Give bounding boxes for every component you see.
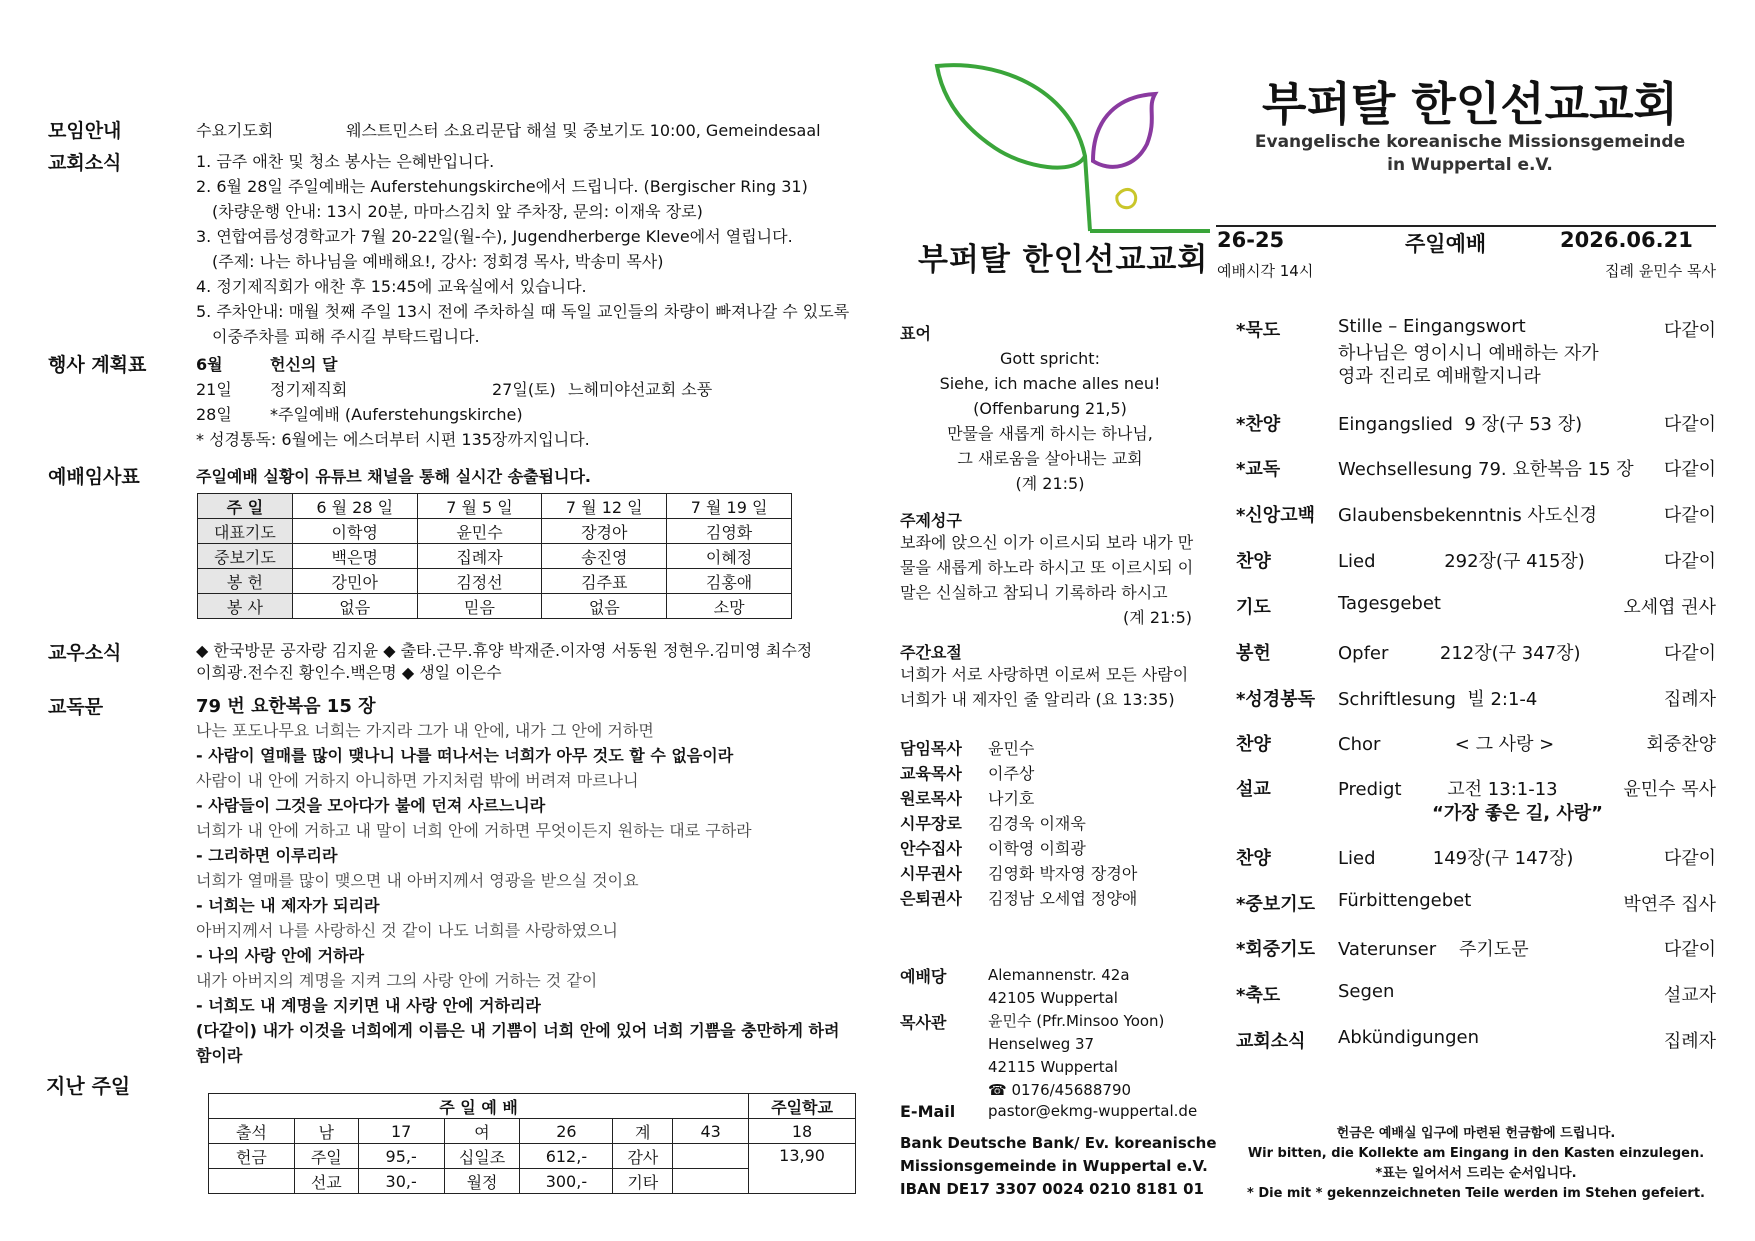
table-header-cell: 6 월 28 일 — [292, 494, 417, 519]
staff-list — [900, 736, 1138, 911]
order-label: 찬양 — [1236, 848, 1271, 869]
events-month: 6월 — [196, 355, 223, 374]
table-cell: 김정선 — [417, 569, 542, 594]
order-person: 설교자 — [1663, 985, 1716, 1006]
table-cell: 30,- — [358, 1169, 444, 1194]
reading-line: 나는 포도나무요 너희는 가지라 그가 내 안에, 내가 그 안에 거하면 — [196, 721, 654, 740]
reading-label: 교독문 — [48, 696, 104, 718]
table-header-cell: 7 월 5 일 — [417, 494, 542, 519]
table-header-cell: 주 일 — [198, 494, 293, 519]
order-label: 교회소식 — [1236, 1031, 1306, 1052]
table-cell: 계 — [613, 1119, 673, 1144]
bank-info — [900, 1132, 1217, 1201]
table-cell: 집례자 — [417, 544, 542, 569]
staff-role: 교육목사 — [900, 764, 962, 783]
address-line: Henselweg 37 — [988, 1035, 1095, 1053]
table-cell: 백은명 — [292, 544, 417, 569]
order-person: 다같이 — [1663, 848, 1716, 869]
footer-line: Wir bitten, die Kollekte am Eingang in den Kasten einzulegen. — [1247, 1146, 1705, 1161]
reading-line: - 너희는 내 제자가 되리라 — [196, 896, 380, 915]
order-item: Predigt 고전 13:1-13 — [1338, 779, 1558, 800]
table-cell: 월정 — [444, 1169, 520, 1194]
order-person: 다같이 — [1663, 939, 1716, 960]
weekly-verse-line: 너희가 서로 사랑하면 이로써 모든 사람이 — [900, 665, 1189, 684]
order-row — [1236, 685, 1716, 715]
motto-line: (Offenbarung 21,5) — [973, 399, 1127, 418]
address-line: Alemannenstr. 42a — [988, 966, 1130, 984]
theme-verse-ref: (계 21:5) — [1123, 608, 1192, 627]
table-cell: 18 — [749, 1119, 856, 1144]
news-list — [196, 149, 849, 349]
reading-text — [196, 718, 839, 1068]
event-text: *주일예배 (Auferstehungskirche) — [270, 405, 523, 424]
order-label: *회중기도 — [1236, 939, 1315, 960]
order-subtext: 하나님은 영이시니 예배하는 자가 — [1338, 343, 1599, 364]
meeting-text: 웨스트민스터 소요리문답 해설 및 중보기도 10:00, Gemeindesaal — [346, 121, 821, 140]
motto-line: Gott spricht: — [1000, 349, 1100, 368]
order-label: *교독 — [1236, 459, 1281, 480]
table-cell: 송진영 — [542, 544, 667, 569]
meeting-name: 수요기도회 — [196, 121, 274, 140]
order-label: *찬양 — [1236, 414, 1281, 435]
events-note: * 성경통독: 6월에는 에스더부터 시편 135장까지입니다. — [196, 430, 590, 449]
table-header-cell: 7 월 19 일 — [667, 494, 792, 519]
news-line: 5. 주차안내: 매월 첫째 주일 13시 전에 주차하실 때 독일 교인들의 차량이 빠져나갈 수 있도록 — [196, 302, 850, 321]
staff-name: 김정남 오세엽 정양애 — [988, 889, 1138, 908]
table-cell: 십일조 — [444, 1144, 520, 1169]
order-item: Opfer 212장(구 347장) — [1338, 643, 1581, 664]
weekly-verse-label: 주간요절 — [900, 643, 962, 662]
table-cell: 봉 헌 — [198, 569, 293, 594]
order-row — [1236, 501, 1716, 531]
table-cell: 중보기도 — [198, 544, 293, 569]
order-person: 다같이 — [1663, 551, 1716, 572]
table-cell: 이혜정 — [667, 544, 792, 569]
table-cell: 남 — [294, 1119, 358, 1144]
staff-role: 은퇴권사 — [900, 889, 962, 908]
table-cell: 출석 — [209, 1119, 295, 1144]
order-label: 기도 — [1236, 597, 1271, 618]
order-label: 설교 — [1236, 779, 1271, 800]
table-cell: 김주표 — [542, 569, 667, 594]
order-label: *중보기도 — [1236, 894, 1315, 915]
footer-line: * Die mit * gekennzeichneten Teile werden im Stehen gefeiert. — [1247, 1186, 1705, 1201]
table-cell: 강민아 — [292, 569, 417, 594]
order-person: 윤민수 목사 — [1623, 779, 1716, 800]
meeting-label: 모임안내 — [48, 120, 122, 142]
table-cell: 감사 — [613, 1144, 673, 1169]
staff-name: 이주상 — [988, 764, 1035, 783]
news-line: 4. 정기제직회가 애찬 후 15:45에 교육실에서 있습니다. — [196, 277, 587, 296]
table-cell — [673, 1144, 749, 1169]
bank-line: IBAN DE17 3307 0024 0210 8181 01 — [900, 1180, 1204, 1198]
staff-row — [900, 786, 1035, 811]
reading-line: 함이라 — [196, 1046, 243, 1065]
order-item: Stille – Eingangswort — [1338, 316, 1526, 337]
last-week-label: 지난 주일 — [46, 1074, 131, 1098]
order-subtext: 영과 진리로 예배할지니라 — [1338, 366, 1541, 387]
theme-verse-line: 말은 신실하고 참되니 기록하라 하시고 — [900, 583, 1168, 602]
staff-role: 시무장로 — [900, 814, 962, 833]
order-row — [1236, 547, 1716, 577]
service-header: 주 일 예 배 — [209, 1094, 749, 1119]
school-header: 주일학교 — [749, 1094, 856, 1119]
table-row — [198, 569, 792, 594]
order-row — [1236, 730, 1716, 760]
manse-address — [988, 1010, 1164, 1102]
service-number: 26-25 — [1217, 228, 1285, 252]
theme-verse-line: 물을 새롭게 하노라 하시고 또 이르시되 이 — [900, 558, 1194, 577]
order-row — [1236, 316, 1716, 387]
order-person: 회중찬양 — [1646, 734, 1716, 755]
order-item: Tagesgebet — [1338, 593, 1441, 614]
events-label: 행사 계획표 — [48, 354, 147, 376]
members-label: 교우소식 — [48, 642, 122, 664]
order-item: Glaubensbekenntnis 사도신경 — [1338, 505, 1597, 526]
table-row — [209, 1119, 856, 1144]
table-row — [198, 594, 792, 619]
theme-verse-line: 보좌에 앉으신 이가 이르시되 보라 내가 만 — [900, 533, 1194, 552]
table-header-cell: 7 월 12 일 — [542, 494, 667, 519]
order-row — [1236, 775, 1716, 824]
order-row — [1236, 890, 1716, 920]
church-address-label: 예배당 — [900, 967, 947, 986]
staff-role: 원로목사 — [900, 789, 962, 808]
motto-text — [910, 346, 1190, 496]
order-row — [1236, 455, 1716, 485]
staff-name: 김경욱 이재욱 — [988, 814, 1086, 833]
address-line: 42105 Wuppertal — [988, 989, 1118, 1007]
church-address — [988, 964, 1130, 1010]
service-name: 주일예배 — [1405, 232, 1487, 256]
footer-line: 헌금은 예배실 입구에 마련된 헌금함에 드립니다. — [1336, 1126, 1616, 1141]
event-day: 28일 — [196, 405, 232, 424]
order-row — [1236, 935, 1716, 965]
table-cell: 믿음 — [417, 594, 542, 619]
footer-notes — [1236, 1124, 1716, 1204]
phone-line: ☎ 0176/45688790 — [988, 1081, 1132, 1099]
table-cell: 26 — [520, 1119, 613, 1144]
church-subtitle: Evangelische koreanische Missionsgemeinde — [1254, 132, 1686, 152]
staff-row — [900, 736, 1035, 761]
order-item: Segen — [1338, 981, 1395, 1002]
order-label: 봉헌 — [1236, 643, 1271, 664]
members-line: ◆ 한국방문 공자랑 김지윤 ◆ 출타.근무.휴양 박재준.이자영 서동원 정현우.김미영 최수정 — [196, 641, 813, 660]
order-item: Abkündigungen — [1338, 1027, 1480, 1048]
weekly-verse-text — [900, 662, 1188, 712]
order-person: 다같이 — [1663, 459, 1716, 480]
table-cell: 없음 — [542, 594, 667, 619]
table-cell: 43 — [673, 1119, 749, 1144]
table-cell: 95,- — [358, 1144, 444, 1169]
order-row — [1236, 844, 1716, 874]
news-line: 1. 금주 애찬 및 청소 봉사는 은혜반입니다. — [196, 152, 495, 171]
staff-role: 안수집사 — [900, 839, 962, 858]
order-person: 다같이 — [1663, 414, 1716, 435]
reading-line: 너희가 내 안에 거하고 내 말이 너희 안에 거하면 무엇이든지 원하는 대로 구하라 — [196, 821, 752, 840]
table-row — [198, 494, 792, 519]
manse-label: 목사관 — [900, 1013, 947, 1032]
order-label: *묵도 — [1236, 320, 1281, 341]
news-line: (차량운행 안내: 13시 20분, 마마스김치 앞 주차장, 문의: 이재욱 장로) — [212, 202, 703, 221]
motto-label: 표어 — [900, 324, 931, 343]
table-cell — [209, 1169, 295, 1194]
reading-line: (다같이) 내가 이것을 너희에게 이름은 내 기쁨이 너희 안에 있어 너희 기쁨을 충만하게 하려 — [196, 1021, 840, 1040]
order-item: Eingangslied 9 장(구 53 장) — [1338, 414, 1583, 435]
reading-line: 내가 아버지의 계명을 지켜 그의 사랑 안에 거하는 것 같이 — [196, 971, 598, 990]
staff-role: 시무권사 — [900, 864, 962, 883]
order-row — [1236, 981, 1716, 1011]
reading-line: - 그리하면 이루리라 — [196, 846, 338, 865]
motto-line: (계 21:5) — [1015, 474, 1085, 493]
reading-line: - 나의 사랑 안에 거하라 — [196, 946, 365, 965]
staff-role: 담임목사 — [900, 739, 962, 758]
table-row — [198, 519, 792, 544]
duty-notice: 주일예배 실황이 유튜브 채널을 통해 실시간 송출됩니다. — [196, 467, 591, 486]
email-link[interactable]: pastor@ekmg-wuppertal.de — [988, 1102, 1198, 1120]
reading-title: 79 번 요한복음 15 장 — [196, 696, 376, 717]
order-row — [1236, 1027, 1716, 1057]
table-cell: 선교 — [294, 1169, 358, 1194]
theme-verse-text — [900, 530, 1193, 605]
order-person: 박연주 집사 — [1623, 894, 1716, 915]
duty-label: 예배임사표 — [48, 466, 140, 488]
table-cell: 김영화 — [667, 519, 792, 544]
table-cell: 봉 사 — [198, 594, 293, 619]
theme-verse-label: 주제성구 — [900, 511, 962, 530]
table-cell: 윤민수 — [417, 519, 542, 544]
order-person: 집례자 — [1663, 689, 1716, 710]
order-item: Schriftlesung 빌 2:1-4 — [1338, 689, 1538, 710]
order-label: 찬양 — [1236, 734, 1271, 755]
table-cell: 김홍애 — [667, 569, 792, 594]
footer-line: *표는 일어서서 드리는 순서입니다. — [1375, 1166, 1577, 1181]
sermon-title: “가장 좋은 길, 사랑” — [1432, 803, 1604, 824]
staff-row — [900, 861, 1138, 886]
reading-line: - 사람이 열매를 많이 맺나니 나를 떠나서는 너희가 아무 것도 할 수 없음이라 — [196, 746, 734, 765]
church-logo-icon — [925, 56, 1215, 236]
motto-line: 만물을 새롭게 하시는 하나님, — [947, 424, 1153, 443]
table-cell: 17 — [358, 1119, 444, 1144]
order-label: 찬양 — [1236, 551, 1271, 572]
service-date: 2026.06.21 — [1560, 228, 1693, 252]
table-row — [209, 1144, 856, 1169]
bank-line: Missionsgemeinde in Wuppertal e.V. — [900, 1157, 1208, 1175]
order-row — [1236, 593, 1716, 623]
table-row — [209, 1094, 856, 1119]
order-label: *축도 — [1236, 985, 1281, 1006]
motto-line: Siehe, ich mache alles neu! — [939, 374, 1161, 393]
table-cell: 여 — [444, 1119, 520, 1144]
address-line: 윤민수 (Pfr.Minsoo Yoon) — [988, 1012, 1165, 1030]
order-item: Chor < 그 사랑 > — [1338, 734, 1555, 755]
news-line: 2. 6월 28일 주일예배는 Auferstehungskirche에서 드립니다. (Bergischer Ring 31) — [196, 177, 808, 196]
table-cell: 대표기도 — [198, 519, 293, 544]
reading-line: 너희가 열매를 많이 맺으면 내 아버지께서 영광을 받으실 것이요 — [196, 871, 639, 890]
order-item: Vaterunser 주기도문 — [1338, 939, 1529, 960]
staff-name: 김영화 박자영 장경아 — [988, 864, 1138, 883]
order-person: 다같이 — [1663, 320, 1716, 341]
table-cell — [673, 1169, 749, 1194]
order-row — [1236, 639, 1716, 669]
event-text: 정기제직회 — [270, 380, 348, 399]
table-cell: 주일 — [294, 1144, 358, 1169]
motto-line: 그 새로움을 살아내는 교회 — [957, 449, 1143, 468]
email-label: E-Mail — [900, 1102, 956, 1121]
order-item: Lied 292장(구 415장) — [1338, 551, 1585, 572]
weekly-verse-line: 너희가 내 제자인 줄 알리라 (요 13:35) — [900, 690, 1175, 709]
staff-name: 이학영 이희광 — [988, 839, 1086, 858]
service-time: 예배시각 14시 — [1217, 262, 1314, 280]
reading-line: 사람이 내 안에 거하지 아니하면 가지처럼 밖에 버려져 마르나니 — [196, 771, 639, 790]
staff-row — [900, 836, 1086, 861]
table-cell: 없음 — [292, 594, 417, 619]
order-label: *신앙고백 — [1236, 505, 1315, 526]
order-row — [1236, 410, 1716, 440]
table-cell: 300,- — [520, 1169, 613, 1194]
table-cell: 헌금 — [209, 1144, 295, 1169]
events-theme: 헌신의 달 — [270, 355, 338, 374]
order-item: Wechsellesung 79. 요한복음 15 장 — [1338, 459, 1634, 480]
table-row — [198, 544, 792, 569]
news-label: 교회소식 — [48, 152, 122, 174]
order-person: 집례자 — [1663, 1031, 1716, 1052]
staff-row — [900, 761, 1035, 786]
reading-line: 아버지께서 나를 사랑하신 것 같이 나도 너희를 사랑하였으니 — [196, 921, 619, 940]
table-cell: 13,90 — [749, 1144, 856, 1194]
event-day: 21일 — [196, 380, 232, 399]
table-cell: 장경아 — [542, 519, 667, 544]
order-person: 다같이 — [1663, 643, 1716, 664]
staff-row — [900, 811, 1086, 836]
order-person: 다같이 — [1663, 505, 1716, 526]
members-news — [196, 640, 812, 684]
order-item: Fürbittengebet — [1338, 890, 1472, 911]
table-cell: 612,- — [520, 1144, 613, 1169]
staff-name: 윤민수 — [988, 739, 1035, 758]
members-line: 이희광.전수진 황인수.백은명 ◆ 생일 이은수 — [196, 663, 502, 682]
order-label: *성경봉독 — [1236, 689, 1315, 710]
order-person: 오세엽 권사 — [1623, 597, 1716, 618]
service-leader: 집례 윤민수 목사 — [1605, 262, 1716, 280]
header-divider — [1216, 225, 1716, 227]
news-line: (주제: 나는 하나님을 예배해요!, 강사: 정회경 목사, 박송미 목사) — [212, 252, 664, 271]
last-week-table — [208, 1093, 856, 1194]
reading-line: - 사람들이 그것을 모아다가 불에 던져 사르느니라 — [196, 796, 546, 815]
church-title: 부퍼탈 한인선교교회 — [1262, 77, 1678, 131]
news-line: 3. 연합여름성경학교가 7월 20-22일(월-수), Jugendherberge Kleve에서 열립니다. — [196, 227, 793, 246]
event-text: 느헤미야선교회 소풍 — [568, 380, 713, 399]
table-cell: 이학영 — [292, 519, 417, 544]
duty-table — [197, 493, 792, 619]
church-subtitle-2: in Wuppertal e.V. — [1387, 155, 1553, 175]
logo-text: 부퍼탈 한인선교교회 — [918, 242, 1209, 278]
staff-row — [900, 886, 1138, 911]
table-cell: 기타 — [613, 1169, 673, 1194]
table-cell: 소망 — [667, 594, 792, 619]
address-line: 42115 Wuppertal — [988, 1058, 1118, 1076]
bank-line: Bank Deutsche Bank/ Ev. koreanische — [900, 1134, 1217, 1152]
event-day: 27일(토) — [492, 380, 556, 399]
news-line: 이중주차를 피해 주시길 부탁드립니다. — [212, 327, 480, 346]
order-item: Lied 149장(구 147장) — [1338, 848, 1574, 869]
staff-name: 나기호 — [988, 789, 1035, 808]
reading-line: - 너희도 내 계명을 지키면 내 사랑 안에 거하리라 — [196, 996, 541, 1015]
